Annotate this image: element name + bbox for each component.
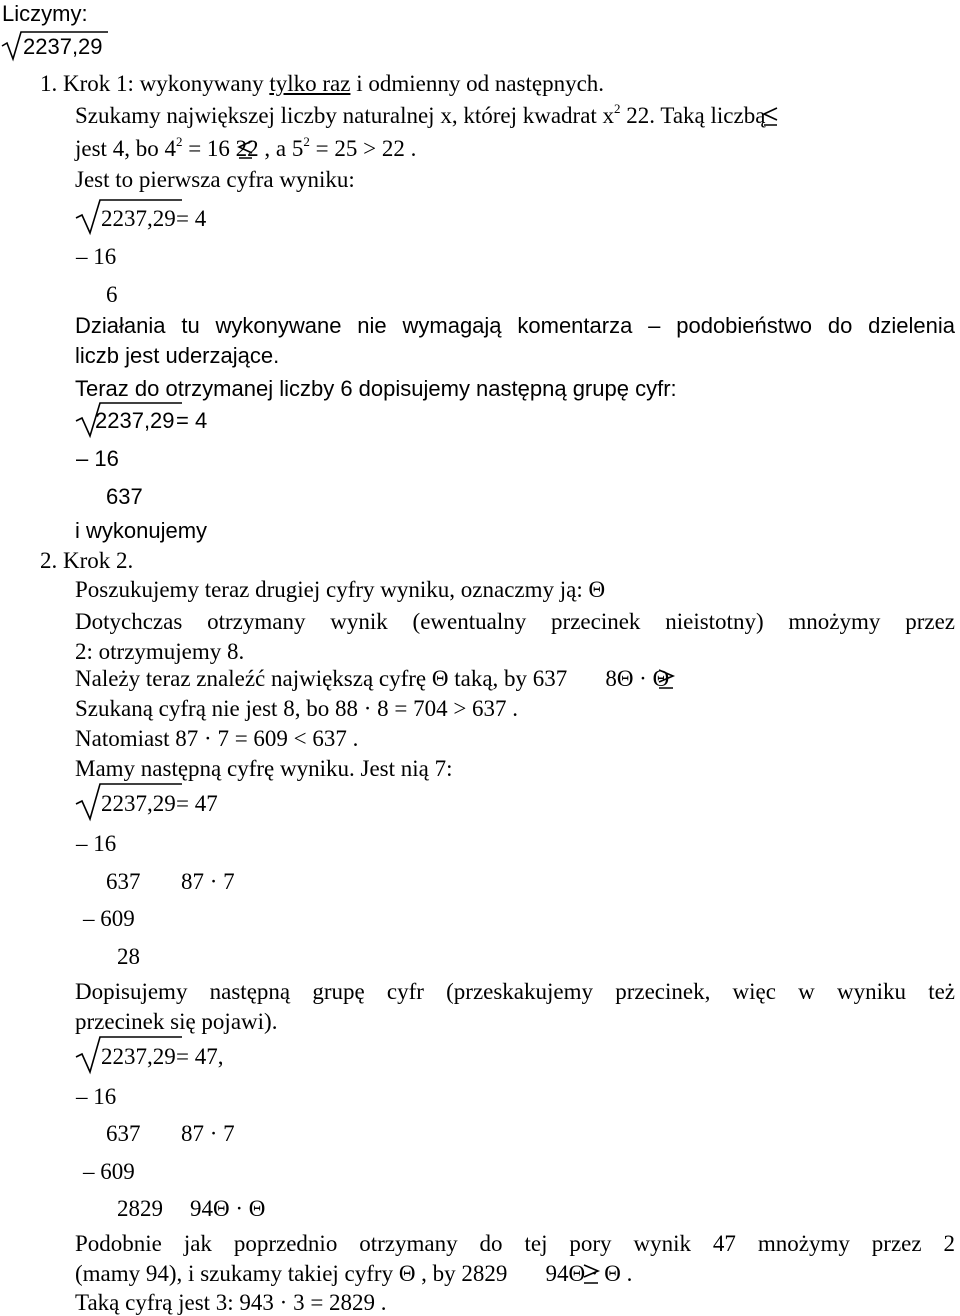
step2-line4: Należy teraz znaleźć największą cyfrę Θ taką, by 637 8Θ · Θ — [75, 666, 670, 691]
block4-radicand: 2237,29 — [101, 1044, 176, 1069]
block4-remainder: 2829 — [117, 1196, 163, 1221]
step2-line3: 2: otrzymujemy 8. — [75, 639, 245, 664]
block4-result: = 47, — [176, 1044, 224, 1069]
step2-line6: Natomiast 87 · 7 = 609 < 637 . — [75, 726, 359, 751]
leq-sign-1 — [761, 106, 781, 128]
block3-subtrahend1: – 16 — [76, 831, 117, 856]
step1-line3: Jest to pierwsza cyfra wyniku: — [75, 167, 355, 192]
podob-line1: Podobnie jak poprzednio otrzymany do tej pory wynik 47 mnożymy przez 2 — [75, 1231, 955, 1256]
block4-multiplication: 87 · 7 — [181, 1121, 235, 1146]
block4-subtrahend2: – 609 — [83, 1159, 135, 1184]
comment-line1: Działania tu wykonywane nie wymagają komentarza – podobieństwo do dzielenia — [75, 313, 955, 338]
block1-radicand: 2237,29 — [101, 206, 176, 231]
step2-line7: Mamy następną cyfrę wyniku. Jest nią 7: — [75, 756, 453, 781]
block4-row: 637 — [106, 1121, 141, 1146]
step1-line2: jest 4, bo $4^2 = 16$ 22 , a $5^2 = 25 > 22$ . — [75, 134, 417, 161]
step1-heading: 1. Krok 1: wykonywany tylko raz i odmienny od następnych. — [40, 71, 605, 96]
block2-remainder: 637 — [106, 484, 143, 509]
block1-remainder: 6 — [106, 282, 118, 307]
dopis-line2: przecinek się pojawi). — [75, 1009, 278, 1034]
leq-sign-2 — [236, 139, 256, 161]
block1-result: = 4 — [176, 206, 207, 231]
geq-sign-2 — [581, 1263, 603, 1287]
step1-line1: Szukamy największej liczby naturalnej x, której kwadrat $x^2$ 22. Taką liczbą — [75, 101, 766, 128]
geq-sign-1 — [656, 668, 678, 692]
block3-row: 637 — [106, 869, 141, 894]
wykonujemy-line: i wykonujemy — [75, 518, 208, 543]
block1-subtrahend: – 16 — [76, 244, 117, 269]
step2-line1: Poszukujemy teraz drugiej cyfry wyniku, oznaczmy ją: Θ — [75, 577, 606, 602]
dopis-line1: Dopisujemy następną grupę cyfr (przeskakujemy przecinek, więc w wyniku też — [75, 979, 955, 1004]
podob-line2: (mamy 94), i szukamy takiej cyfry Θ , by 2829 94Θ · Θ . — [75, 1261, 633, 1286]
block2-subtrahend: – 16 — [76, 446, 119, 471]
block3-subtrahend2: – 609 — [83, 906, 135, 931]
step2-heading: 2. Krok 2. — [40, 548, 134, 573]
step2-line5: Szukaną cyfrą nie jest 8, bo 88 · 8 = 704 > 637 . — [75, 696, 519, 721]
block4-multiplication2: 94Θ · Θ — [190, 1196, 266, 1221]
block4-subtrahend1: – 16 — [76, 1084, 117, 1109]
final-line: Taką cyfrą jest 3: 943 · 3 = 2829 . — [75, 1290, 387, 1315]
intro-radicand: 2237,29 — [23, 34, 103, 59]
block3-result: = 47 — [176, 791, 218, 816]
block2-radicand: 2237,29 — [95, 408, 175, 433]
block3-remainder: 28 — [117, 944, 140, 969]
block3-radicand: 2237,29 — [101, 791, 176, 816]
block3-multiplication: 87 · 7 — [181, 869, 235, 894]
block2-result: = 4 — [176, 408, 208, 433]
page-title: Liczymy: — [2, 1, 88, 26]
teraz-line: Teraz do otrzymanej liczby 6 dopisujemy następną grupę cyfr: — [75, 376, 677, 401]
step2-line2: Dotychczas otrzymany wynik (ewentualny przecinek nieistotny) mnożymy przez — [75, 609, 955, 634]
comment-line2: liczb jest uderzające. — [75, 343, 280, 368]
